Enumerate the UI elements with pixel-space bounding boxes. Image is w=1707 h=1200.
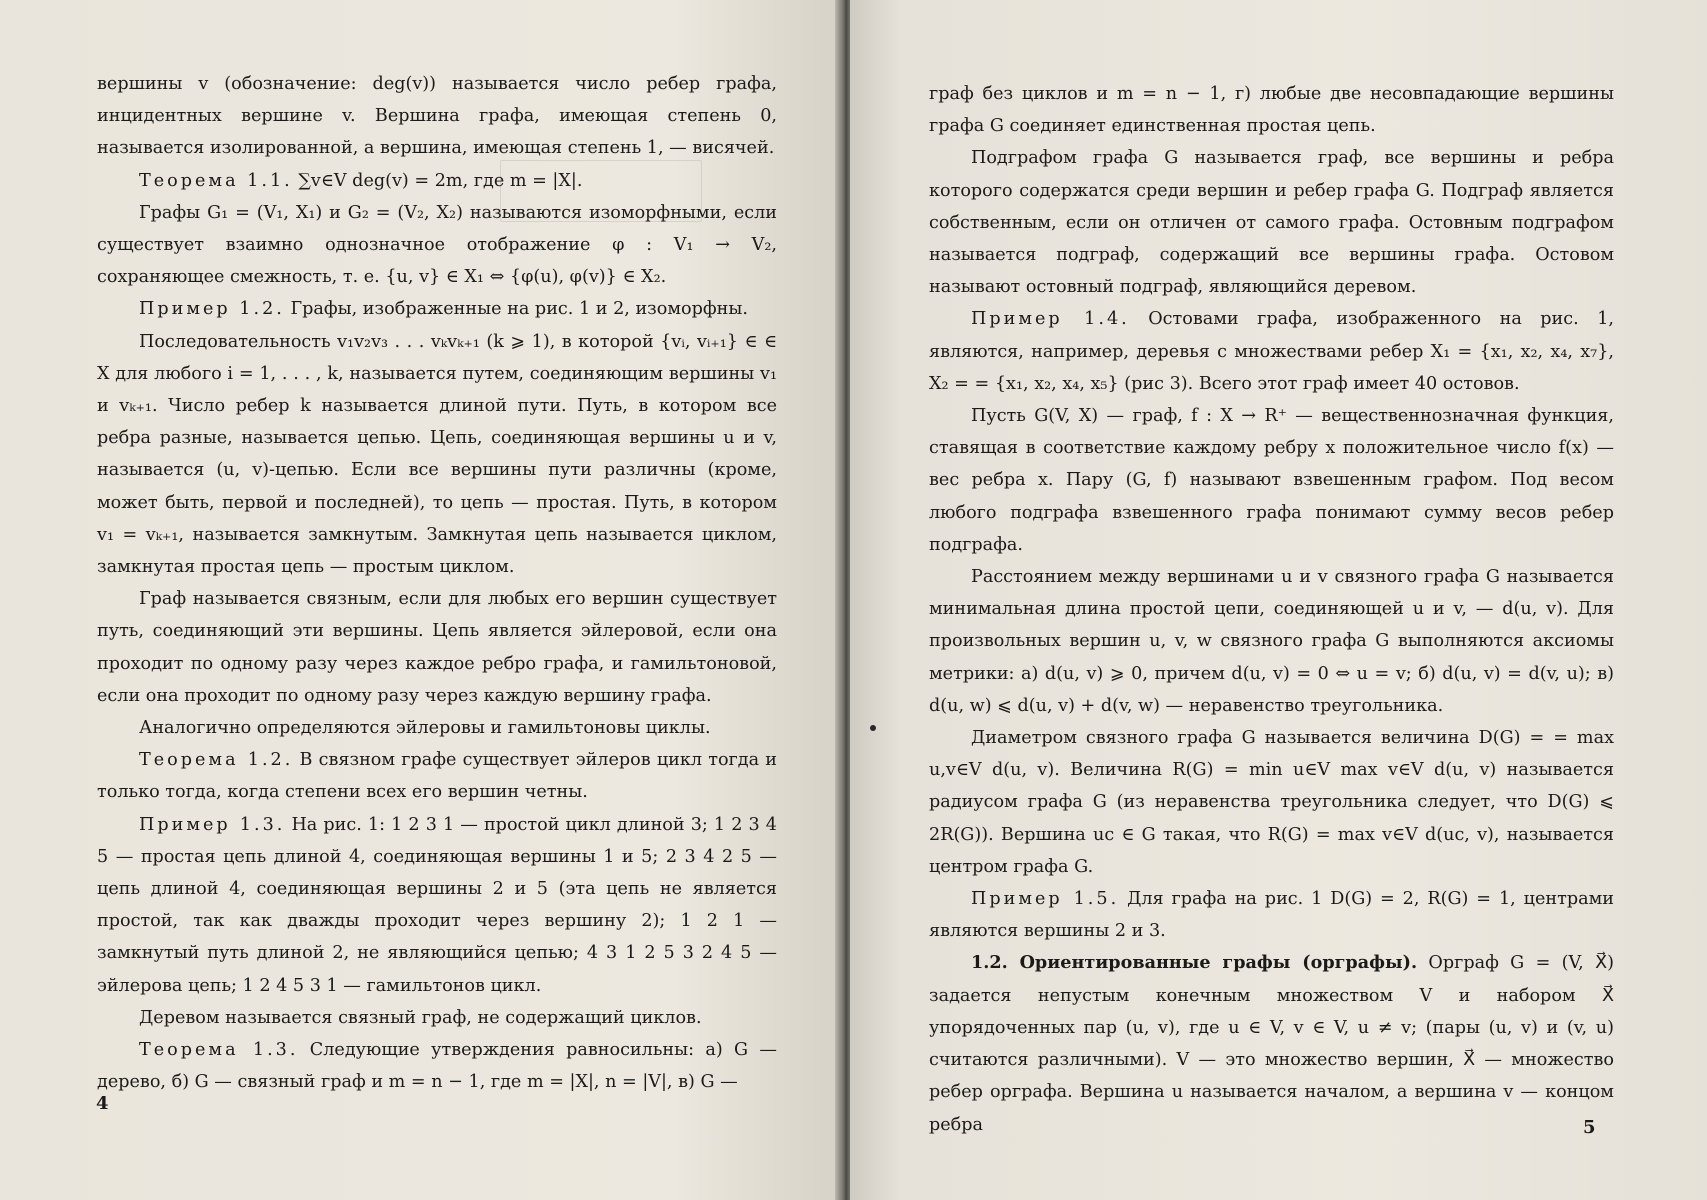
paragraph: Подграфом графа G называется граф, все вершины и ребра которого содержатся среди вершин и ребер графа G. Подграф является собственным, если он отличен от самого графа. Остовным подграфом называется подграф, содержащий все вершины графа. Остовом называют остовный подграф, являющийся деревом. — [929, 148, 1614, 298]
example-label: Пример 1.5. — [971, 889, 1120, 910]
paragraph: Теорема 1.2. В связном графе существует эйлеров цикл тогда и только тогда, когда степени всех его вершин четны. — [97, 750, 777, 803]
paragraph: 1.2. Ориентированные графы (орграфы). Орграф G = (V, X⃗) задается непустым конечным множеством V и набором X⃗ упорядоченных пар (u, v), где u ∈ V, v ∈ V, u ≠ v; (пары (u, v) и (v, u) считаются различными). V — это множество вершин, X⃗ — множество ребер орграфа. Вершина u называется началом, а вершина v — концом ребра — [929, 952, 1614, 1135]
paragraph: Аналогично определяются эйлеровы и гамильтоновы циклы. — [139, 718, 711, 739]
paragraph: Графы G₁ = (V₁, X₁) и G₂ = (V₂, X₂) называются изоморфными, если существует взаимно однозначное отображение φ : V₁ → V₂, сохраняющее смежность, т. е. {u, v} ∈ X₁ ⇔ {φ(u), φ(v)} ∈ X₂. — [97, 202, 777, 288]
right-page-text — [929, 78, 1614, 1141]
left-page — [0, 0, 840, 1200]
example-label: Пример 1.3. — [139, 814, 286, 835]
theorem-label: Теорема 1.2. — [139, 750, 294, 771]
page-number: 5 — [1583, 1117, 1596, 1138]
theorem-label: Теорема 1.1. — [139, 170, 293, 191]
paragraph: вершины v (обозначение: deg(v)) называется число ребер графа, инцидентных вершине v. Вершина графа, имеющая степень 0, называется изолированной, а вершина, имеющая степень 1, — висячей. — [97, 74, 777, 159]
example-label: Пример 1.2. — [139, 299, 285, 320]
paragraph: Пример 1.4. Остовами графа, изображенного на рис. 1, являются, например, деревья с множествами ребер X₁ = {x₁, x₂, x₄, x₇}, X₂ = = {x₁, x₂, x₄, x₅} (рис 3). Всего этот граф имеет 40 остовов. — [929, 309, 1614, 394]
paragraph: Пример 1.5. Для графа на рис. 1 D(G) = 2, R(G) = 1, центрами являются вершины 2 и 3. — [929, 889, 1614, 942]
paragraph: Пусть G(V, X) — граф, f : X → R⁺ — вещественнозначная функция, ставящая в соответствие каждому ребру x положительное число f(x) — вес ребра x. Пару (G, f) называют взвешенным графом. Под весом любого подграфа взвешенного графа понимают сумму весов ребер подграфа. — [929, 406, 1614, 555]
paragraph: Теорема 1.3. Следующие утверждения равносильны: а) G — дерево, б) G — связный граф и m = n − 1, где m = |X|, n = |V|, в) G — — [97, 1040, 777, 1093]
right-page — [850, 0, 1707, 1200]
paragraph: Деревом называется связный граф, не содержащий циклов. — [139, 1007, 702, 1028]
paragraph: Пример 1.2. Графы, изображенные на рис. 1 и 2, изоморфны. — [139, 299, 748, 320]
paragraph: Расстоянием между вершинами u и v связного графа G называется минимальная длина простой цепи, соединяющей u и v, — d(u, v). Для произвольных вершин u, v, w связного графа G выполняются аксиомы метрики: а) d(u, v) ⩾ 0, причем d(u, v) = 0 ⇔ u = v; б) d(u, v) = d(v, u); в) d(u, w) ⩽ d(u, v) + d(v, w) — неравенство треугольника. — [929, 567, 1614, 716]
paragraph: Диаметром связного графа G называется величина D(G) = = max u,v∈V d(u, v). Величина R(G) = min u∈V max v∈V d(u, v) называется радиусом графа G (из неравенства треугольника следует, что D(G) ⩽ 2R(G)). Вершина uc ∈ G такая, что R(G) = max v∈V d(uc, v), называется центром графа G. — [929, 728, 1614, 877]
paragraph: Теорема 1.1. ∑v∈V deg(v) = 2m, где m = |X|. — [139, 170, 583, 191]
page-number: 4 — [96, 1093, 109, 1114]
paragraph: Граф называется связным, если для любых его вершин существует путь, соединяющий эти вершины. Цепь является эйлеровой, если она проходит по одному разу через каждое ребро графа, и гамильтоновой, если она проходит по одному разу через каждую вершину графа. — [97, 589, 777, 706]
example-label: Пример 1.4. — [971, 309, 1130, 330]
paragraph: граф без циклов и m = n − 1, г) любые две несовпадающие вершины графа G соединяет единственная простая цепь. — [929, 84, 1614, 137]
paragraph: Пример 1.3. На рис. 1: 1 2 3 1 — простой цикл длиной 3; 1 2 3 4 5 — простая цепь длиной 4, соединяющая вершины 1 и 5; 2 3 4 2 5 — цепь длиной 4, соединяющая вершины 2 и 5 (эта цепь не является простой, так как дважды проходит через вершину 2); 1 2 1 — замкнутый путь длиной 2, не являющийся цепью; 4 3 1 2 5 3 2 4 5 — эйлерова цепь; 1 2 4 5 3 1 — гамильтонов цикл. — [97, 814, 777, 996]
paragraph: Последовательность v₁v₂v₃ . . . vₖvₖ₊₁ (k ⩾ 1), в которой {vᵢ, vᵢ₊₁} ∈ ∈ X для любого i = 1, . . . , k, называется путем, соединяющим вершины v₁ и vₖ₊₁. Число ребер k называется длиной пути. Путь, в котором все ребра разные, называется цепью. Цепь, соединяющая вершины u и v, называется (u, v)-цепью. Если все вершины пути различны (кроме, может быть, первой и последней), то цепь — простая. Путь, в котором v₁ = vₖ₊₁, называется замкнутым. Замкнутая цепь называется циклом, замкнутая простая цепь — простым циклом. — [97, 331, 777, 578]
left-page-text — [97, 68, 777, 1099]
theorem-label: Теорема 1.3. — [139, 1040, 299, 1061]
margin-dot — [870, 725, 876, 731]
section-heading: 1.2. Ориентированные графы (орграфы). — [971, 952, 1418, 974]
